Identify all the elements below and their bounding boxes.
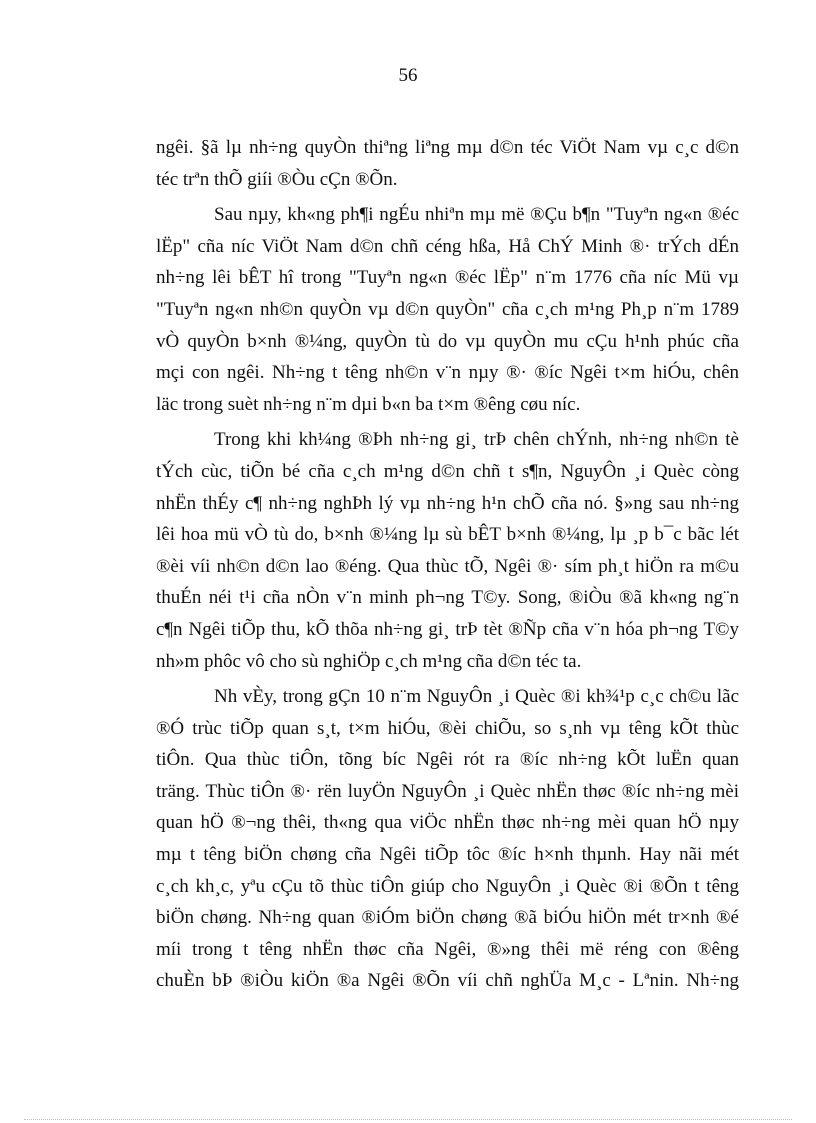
text-line: chuÈn bÞ ®iÒu kiÖn ®a Ngêi ®Õn víi chñ nghÜa M¸c - Lªnin. Nh÷ng (156, 970, 739, 992)
text-line: Sau nµy, kh«ng ph¶i ngÉu nhiªn mµ më ®Çu b¶n "Tuyªn ng«n ®éc (214, 204, 739, 226)
text-line: Trong khi kh¼ng ®Þh nh÷ng gi¸ trÞ chên chÝnh, nh÷ng nh©n tè (214, 429, 739, 451)
body-text (156, 132, 739, 997)
text-line: quan hÖ ®¬ng thêi, th«ng qua viÖc nhËn thøc nh÷ng mèi quan hÖ nµy (156, 812, 739, 834)
page-bottom-divider (24, 1119, 792, 1120)
text-line: biÖn chøng. Nh÷ng quan ®iÓm biÖn chøng ®ã biÓu hiÖn mét tr×nh ®é (156, 907, 739, 929)
paragraph-2 (156, 199, 739, 420)
text-line: träng. Thùc tiÔn ®· rën luyÖn NguyÔn ¸i Quèc nhËn thøc ®íc nh÷ng mèi (156, 780, 739, 802)
text-line: míi trong t têng nhËn thøc cña Ngêi, ®»ng thêi më réng con ®êng (156, 938, 739, 960)
text-line: tÝch cùc, tiÕn bé cña c¸ch m¹ng d©n chñ t s¶n, NguyÔn ¸i Quèc còng (156, 460, 739, 482)
text-line: thuÉn néi t¹i cña nÒn v¨n minh ph¬ng T©y. Song, ®iÒu ®ã kh«ng ng¨n (156, 587, 739, 609)
text-line: läc trong suèt nh÷ng n¨m dµi b«n ba t×m ®êng cøu níc. (156, 393, 581, 415)
text-line: tiÔn. Qua thùc tiÔn, tõng bíc Ngêi rót ra ®íc nh÷ng kÕt luËn quan (156, 749, 739, 771)
text-line: ®èi víi nh©n d©n lao ®éng. Qua thùc tÕ, Ngêi ®· sím ph¸t hiÖn ra m©u (156, 555, 739, 577)
text-line: mµ t têng biÖn chøng cña Ngêi tiÕp tôc ®íc h×nh thµnh. Hay nãi mét (156, 844, 739, 866)
text-line: c¸ch kh¸c, yªu cÇu tõ thùc tiÔn giúp cho NguyÔn ¸i Quèc ®i ®Õn t têng (156, 875, 739, 897)
paragraph-4 (156, 681, 739, 997)
page-number: 56 (398, 65, 418, 86)
text-line: Nh vÈy, trong gÇn 10 n¨m NguyÔn ¸i Quèc ®i kh¾¹p c¸c ch©u lãc (214, 686, 739, 708)
paragraph-3 (156, 424, 739, 677)
paragraph-1 (156, 132, 739, 195)
text-line: ®Ó trùc tiÕp quan s¸t, t×m hiÓu, ®èi chiÕu, so s¸nh vµ têng kÕt thùc (156, 717, 739, 739)
text-line: téc trªn thÕ giíi ®Òu cÇn ®Õn. (156, 168, 398, 190)
text-line: mçi con ngêi. Nh÷ng t têng nh©n v¨n nµy ®· ®íc Ngêi t×m hiÓu, chên (156, 362, 739, 384)
text-line: nh÷ng lêi bÊT hî trong "Tuyªn ng«n ®éc lËp" n¨m 1776 cña níc Mü vµ (156, 267, 739, 289)
text-line: lËp" cña níc ViÖt Nam d©n chñ céng hßa, Hå ChÝ Minh ®· trÝch dÉn (156, 235, 739, 257)
text-line: ngêi. §ã lµ nh÷ng quyÒn thiªng liªng mµ d©n téc ViÖt Nam vµ c¸c d©n (156, 137, 739, 158)
text-line: nhËn thÉy c¶ nh÷ng nghÞh lý vµ nh÷ng h¹n chÕ cña nó. §»ng sau nh÷ng (156, 492, 739, 514)
text-line: c¶n Ngêi tiÕp thu, kÕ thõa nh÷ng gi¸ trÞ tèt ®Ñp cña v¨n hóa ph¬ng T©y (156, 618, 739, 640)
text-line: lêi hoa mü vÒ tù do, b×nh ®¼ng lµ sù bÊT b×nh ®¼ng, lµ ¸p b¯c bãc lét (156, 524, 739, 546)
text-line: "Tuyªn ng«n nh©n quyÒn vµ d©n quyÒn" cña c¸ch m¹ng Ph¸p n¨m 1789 (156, 298, 739, 320)
text-line: vÒ quyÒn b×nh ®¼ng, quyÒn tù do vµ quyÒn mu cÇu h¹nh phúc cña (156, 330, 739, 352)
text-line: nh»m phôc vô cho sù nghiÖp c¸ch m¹ng cña d©n téc ta. (156, 650, 582, 672)
